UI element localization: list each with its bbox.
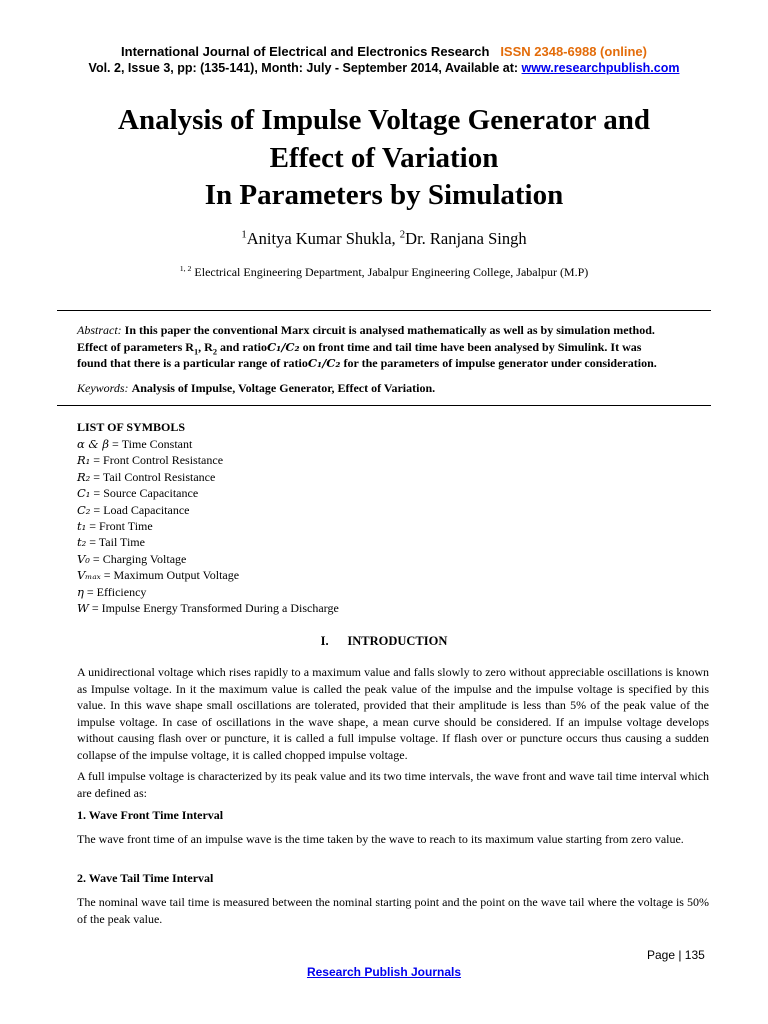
symbol-row (77, 452, 339, 468)
symbol-desc: = Maximum Output Voltage (100, 568, 240, 583)
symbol: t₁ (77, 519, 87, 534)
symbol-desc: = Load Capacitance (90, 502, 190, 517)
symbol-desc: = Charging Voltage (89, 551, 187, 566)
author-2-superscript: 2 (399, 228, 406, 241)
abstract-text-2c: and ratio (217, 339, 268, 354)
abstract-text-2d: on front time and tail time have been analysed by Simulink. It was (299, 339, 642, 354)
keywords (77, 380, 709, 397)
abstract-text-2a: Effect of parameters R (77, 339, 194, 354)
symbol: η (77, 584, 84, 599)
intro-paragraph-1: A unidirectional voltage which rises rapidly to a maximum value and falls slowly to zero without appreciable oscillations is known as Impulse voltage. In it the maximum value is called the peak value of the impulse and the impulse voltage is specified by this value. In this wave shape small oscillations are tolerated, provided that their amplitude is less than 5% of the peak value of the impulse voltage. In case of oscillations in the wave shape, a mean curve should be considered. If an impulse voltage develops without causing flash over or puncture, it is called a full impulse voltage. If flash over or puncture occurs thus causing a sudden collapse of the impulse voltage, it is called chopped impulse voltage. (77, 665, 709, 762)
ratio-symbol-2: C₁/C₂ (307, 356, 341, 370)
symbol-row (77, 567, 339, 583)
symbol-row (77, 518, 339, 534)
symbol: α & β (77, 437, 109, 451)
author-1: Anitya Kumar Shukla, (246, 229, 400, 248)
abstract-text-3a: found that there is a particular range of ratio (77, 356, 308, 370)
section-title: INTRODUCTION (347, 634, 448, 648)
abstract-sub-1: 1 (193, 346, 199, 356)
symbol-desc: = Efficiency (83, 584, 147, 599)
symbol-desc: = Source Capacitance (90, 486, 199, 501)
front-time-paragraph: The wave front time of an impulse wave is the time taken by the wave to reach to its maximum value starting from zero value. (77, 832, 684, 846)
author-list (0, 229, 768, 249)
paper-title-line-1: Analysis of Impulse Voltage Generator and (118, 104, 650, 136)
abstract-line-1 (77, 322, 709, 339)
symbols-list (77, 436, 339, 616)
symbol-desc: = Impulse Energy Transformed During a Discharge (88, 601, 339, 616)
abstract-label: Abstract: (77, 323, 122, 337)
journal-url-link[interactable]: www.researchpublish.com (521, 61, 680, 75)
author-1-superscript: 1 (241, 228, 247, 241)
abstract-text-2b: , R (198, 339, 213, 354)
symbol-row (77, 469, 339, 485)
keywords-label: Keywords: (77, 381, 129, 395)
symbol: R₁ (77, 453, 91, 468)
intro-paragraph-2: A full impulse voltage is characterized by its peak value and its two time intervals, the wave front and wave tail time interval which are defined as: (77, 769, 709, 800)
symbol-desc: = Tail Time (86, 535, 145, 550)
subsection-heading-front-time: 1. Wave Front Time Interval (77, 808, 224, 822)
symbol: t₂ (77, 535, 87, 550)
paper-title-line-2: Effect of Variation (269, 142, 499, 174)
issn-label: ISSN 2348-6988 (online) (500, 44, 647, 59)
section-number: I. (320, 634, 329, 648)
symbols-heading: LIST OF SYMBOLS (77, 420, 186, 434)
symbol-row (77, 436, 339, 452)
affiliation (0, 265, 768, 280)
tail-time-paragraph: The nominal wave tail time is measured between the nominal starting point and the point on the wave tail where the voltage is 50% of the peak value. (77, 895, 709, 926)
symbol: W (77, 601, 89, 616)
publisher-footer[interactable] (0, 965, 768, 979)
affiliation-superscript: 1, 2 (179, 264, 192, 273)
subsection-heading-tail-time: 2. Wave Tail Time Interval (77, 871, 214, 885)
symbol-row (77, 584, 339, 600)
symbol-row (77, 534, 339, 550)
symbol: V₀ (77, 551, 90, 566)
symbol-row (77, 502, 339, 518)
symbol: Vₘₐₓ (77, 568, 101, 583)
symbol-desc: = Time Constant (108, 437, 193, 451)
abstract-line-2 (77, 339, 709, 356)
symbol: R₂ (77, 469, 91, 484)
abstract-line-3 (77, 355, 709, 372)
ratio-symbol: C₁/C₂ (267, 339, 300, 354)
abstract-text-1: In this paper the conventional Marx circuit is analysed mathematically as well as by simulation method. (124, 323, 655, 337)
abstract-sub-2: 2 (212, 346, 217, 356)
abstract-text-3b: for the parameters of impulse generator under consideration. (340, 356, 657, 370)
symbol: C₁ (77, 486, 91, 501)
author-2: Dr. Ranjana Singh (405, 229, 527, 248)
volume-text: Vol. 2, Issue 3, pp: (135-141), Month: July - September 2014, Available at: (88, 61, 519, 75)
top-divider (57, 310, 711, 311)
paper-title-line-3: In Parameters by Simulation (204, 179, 564, 211)
keywords-text: Analysis of Impulse, Voltage Generator, Effect of Variation. (131, 381, 436, 395)
journal-name: International Journal of Electrical and Electronics Research (121, 44, 490, 59)
symbol-desc: = Front Control Resistance (90, 453, 224, 468)
affiliation-text: Electrical Engineering Department, Jabalpur Engineering College, Jabalpur (M.P) (194, 265, 589, 279)
publisher-link[interactable]: Research Publish Journals (306, 965, 462, 979)
symbol-row (77, 485, 339, 501)
abstract (77, 322, 709, 372)
section-heading-introduction (0, 634, 768, 649)
page-number: Page | 135 (647, 948, 705, 962)
symbol-desc: = Tail Control Resistance (90, 469, 216, 484)
keywords-divider (57, 405, 711, 406)
symbol: C₂ (77, 502, 91, 517)
symbol-row (77, 551, 339, 567)
volume-line (0, 61, 768, 75)
journal-header (0, 44, 768, 59)
symbol-desc: = Front Time (86, 519, 153, 534)
symbol-row (77, 600, 339, 616)
